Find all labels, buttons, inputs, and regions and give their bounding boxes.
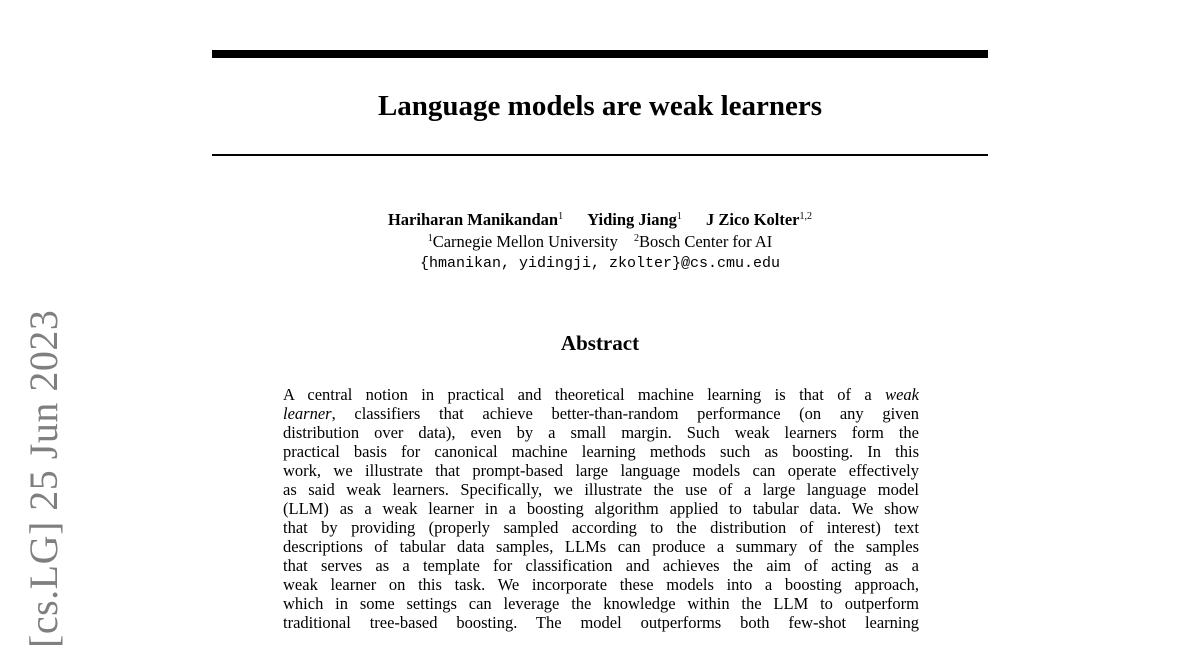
author-affil-mark: 1,2	[799, 211, 813, 222]
abstract-text: that by providing (properly sampled according to the distribution of interest) text	[283, 518, 919, 537]
abstract-line	[283, 423, 919, 442]
author-list	[212, 209, 988, 230]
affiliation	[634, 232, 772, 251]
abstract-body	[283, 385, 919, 632]
affiliation-list	[212, 232, 988, 252]
abstract-line	[283, 442, 919, 461]
abstract-text: that serves as a template for classification and achieves the aim of acting as a	[283, 556, 919, 575]
arxiv-stamp: [cs.LG] 25 Jun 2023	[21, 309, 66, 648]
abstract-text: distribution over data), even by a small margin. Such weak learners form the	[283, 423, 919, 442]
abstract-line	[283, 594, 919, 613]
abstract-line	[283, 518, 919, 537]
author-name: J Zico Kolter	[706, 210, 800, 229]
abstract-line	[283, 556, 919, 575]
abstract-line	[283, 404, 919, 423]
abstract-text: weak learner on this task. We incorporate these models into a boosting approach,	[283, 575, 919, 594]
abstract-line	[283, 385, 919, 404]
title-bottom-rule	[212, 154, 988, 156]
abstract-line	[283, 575, 919, 594]
abstract-line	[283, 499, 919, 518]
abstract-emphasis: weak	[885, 385, 919, 404]
affiliation-name: Carnegie Mellon University	[432, 232, 618, 251]
paper-title: Language models are weak learners	[377, 90, 823, 122]
author	[706, 210, 812, 229]
abstract-emphasis: learner	[283, 404, 332, 423]
abstract-heading: Abstract	[560, 331, 640, 355]
author-emails: {hmanikan, yidingji, zkolter}@cs.cmu.edu	[419, 255, 781, 272]
author	[587, 210, 682, 229]
abstract-text: practical basis for canonical machine learning methods such as boosting. In this	[283, 442, 919, 461]
abstract-line	[283, 461, 919, 480]
abstract-text: traditional tree-based boosting. The model outperforms both few-shot learning	[283, 613, 919, 632]
abstract-text: work, we illustrate that prompt-based large language models can operate effectively	[283, 461, 919, 480]
abstract-text: which in some settings can leverage the knowledge within the LLM to outperform	[283, 594, 919, 613]
author	[388, 210, 563, 229]
abstract-text: (LLM) as a weak learner in a boosting algorithm applied to tabular data. We show	[283, 499, 919, 518]
affiliation-number: 1	[427, 233, 433, 244]
abstract-line	[283, 537, 919, 556]
affiliation-number: 2	[633, 233, 639, 244]
abstract-line	[283, 480, 919, 499]
title-top-rule	[212, 50, 988, 58]
author-name: Yiding Jiang	[587, 210, 677, 229]
abstract-line	[283, 613, 919, 632]
affiliation-name: Bosch Center for AI	[638, 232, 773, 251]
abstract-text: A central notion in practical and theoretical machine learning is that of a	[283, 385, 886, 404]
abstract-text: descriptions of tabular data samples, LLMs can produce a summary of the samples	[283, 537, 919, 556]
abstract-text: , classifiers that achieve better-than-random performance (on any given	[331, 404, 919, 423]
author-affil-mark: 1	[558, 211, 564, 222]
author-name: Hariharan Manikandan	[387, 210, 559, 229]
abstract-text: as said weak learners. Specifically, we illustrate the use of a large language model	[283, 480, 919, 499]
affiliation	[428, 232, 618, 251]
author-affil-mark: 1	[676, 211, 682, 222]
